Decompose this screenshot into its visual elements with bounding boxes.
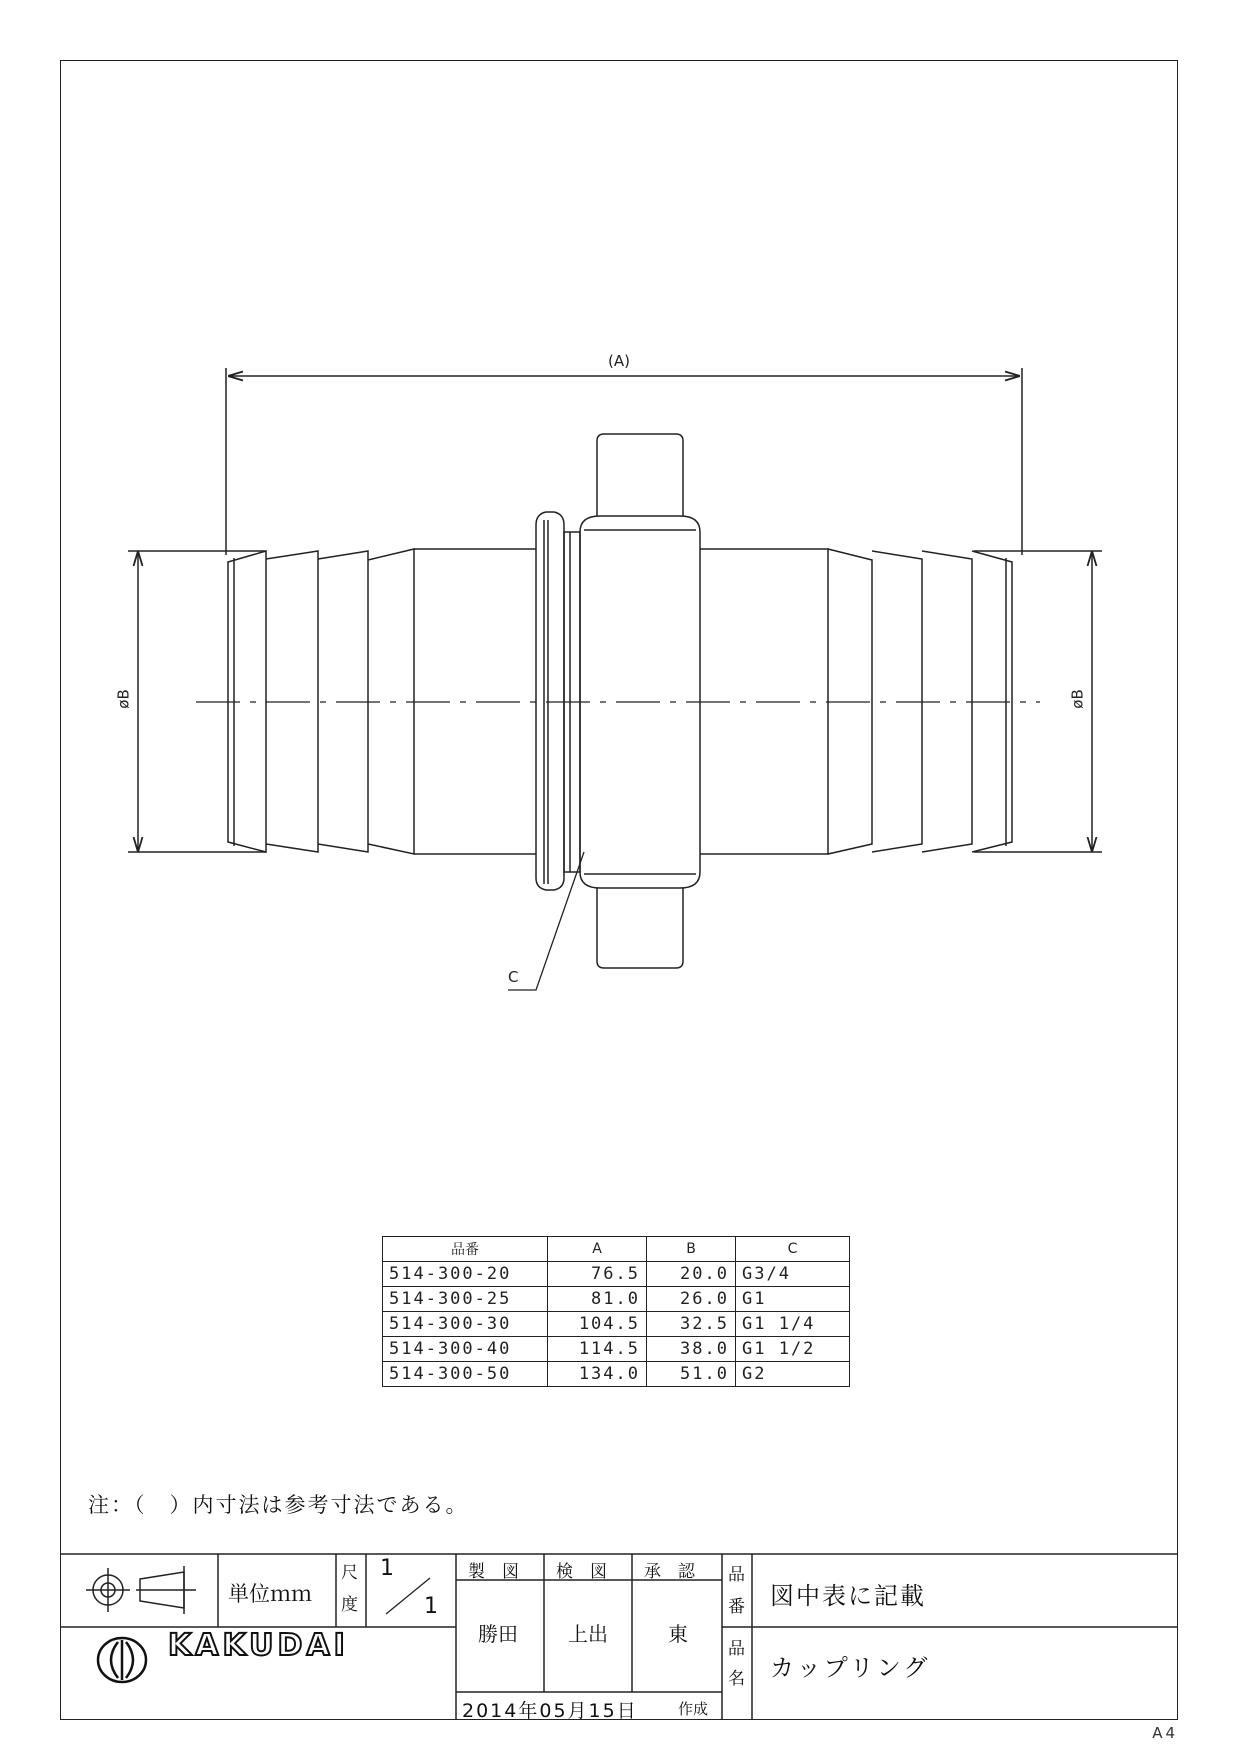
cell-a: 114.5: [548, 1337, 647, 1362]
cell-c: G3/4: [736, 1262, 850, 1287]
cell-part: 514-300-25: [383, 1287, 548, 1312]
header-b: B: [647, 1237, 736, 1262]
checked-header: 検 図: [556, 1562, 607, 1582]
cell-part: 514-300-40: [383, 1337, 548, 1362]
sheet-size: A4: [1152, 1724, 1178, 1742]
brand-name: KAKUDAI: [168, 1628, 349, 1663]
cell-b: 26.0: [647, 1287, 736, 1312]
cell-b: 38.0: [647, 1337, 736, 1362]
drawn-header: 製 図: [468, 1562, 519, 1582]
scale-denominator: 1: [424, 1594, 438, 1619]
cell-a: 104.5: [548, 1312, 647, 1337]
cell-a: 134.0: [548, 1362, 647, 1387]
part-name-value: カップリング: [770, 1654, 931, 1682]
cell-c: G2: [736, 1362, 850, 1387]
cell-b: 20.0: [647, 1262, 736, 1287]
creation-suffix: 作成: [678, 1700, 709, 1718]
cell-part: 514-300-30: [383, 1312, 548, 1337]
header-part-no: 品番: [383, 1237, 548, 1262]
unit-label: 単位ｍｍ: [228, 1582, 312, 1606]
dim-a-label: (A): [608, 352, 630, 370]
scale-numerator: 1: [380, 1556, 394, 1581]
checked-by: 上出: [568, 1622, 608, 1646]
creation-date: 2014年05月15日: [462, 1700, 638, 1722]
kakudai-logo-icon: [98, 1638, 146, 1682]
approved-by: 東: [668, 1622, 688, 1646]
part-no-label-2: 番: [728, 1597, 745, 1617]
scale-label-2: 度: [341, 1595, 358, 1615]
cell-a: 81.0: [548, 1287, 647, 1312]
drawn-by: 勝田: [478, 1622, 518, 1646]
part-name-label-2: 名: [728, 1669, 745, 1689]
cell-c: G1 1/4: [736, 1312, 850, 1337]
cell-c: G1: [736, 1287, 850, 1312]
cell-c: G1 1/2: [736, 1337, 850, 1362]
part-no-label-1: 品: [728, 1565, 745, 1585]
dim-b-right-label: øB: [1068, 689, 1087, 709]
cell-b: 51.0: [647, 1362, 736, 1387]
cell-part: 514-300-20: [383, 1262, 548, 1287]
part-name-label-1: 品: [728, 1639, 745, 1659]
cell-part: 514-300-50: [383, 1362, 548, 1387]
projection-symbol-icon: [86, 1566, 196, 1614]
approved-header: 承 認: [644, 1562, 695, 1582]
header-c: C: [736, 1237, 850, 1262]
callout-c-label: C: [508, 968, 519, 986]
cell-b: 32.5: [647, 1312, 736, 1337]
scale-label-1: 尺: [341, 1563, 358, 1583]
cell-a: 76.5: [548, 1262, 647, 1287]
part-no-value: 図中表に記載: [770, 1582, 926, 1610]
note-text: 注：（ ）内寸法は参考寸法である。: [88, 1493, 469, 1517]
header-a: A: [548, 1237, 647, 1262]
dim-b-left-label: øB: [114, 689, 133, 709]
